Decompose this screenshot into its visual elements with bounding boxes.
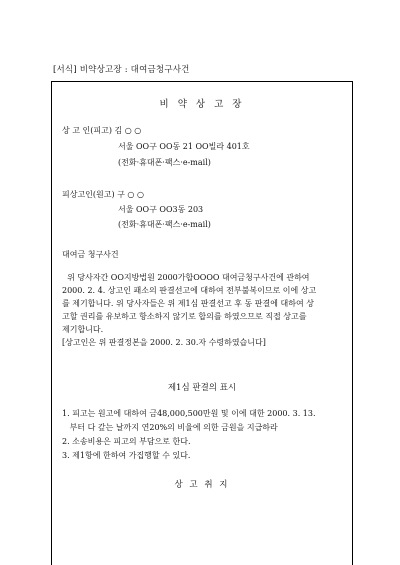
document-title: 비 약 상 고 장 <box>159 99 245 110</box>
appellant-address: 서울 OO구 OO동 21 OO빌라 401호 <box>118 142 250 151</box>
appellee-contact: (전화·휴대폰·팩스·e-mail) <box>118 220 211 229</box>
case-name: 대여금 청구사건 <box>62 250 119 259</box>
judgment-title: 제1심 판결의 표시 <box>167 383 237 393</box>
judgment-item: 1. 피고는 원고에 대하여 금48,000,500만원 및 이에 대한 2000. 3. 13. <box>62 409 316 418</box>
document-caption: [서식] 비약상고장 : 대여금청구사건 <box>53 65 190 75</box>
appellant-label: 상 고 인(피고) 김 ○ ○ <box>62 126 142 135</box>
judgment-item: 부터 다 갚는 날까지 연20%의 비율에 의한 금원을 지급하라 <box>62 423 278 432</box>
body-line: 위 당사자간 OO지방법원 2000가합OOOO 대여금청구사건에 관하여 <box>62 273 310 282</box>
body-line: 2000. 2. 4. 상고인 패소의 판결선고에 대하여 전부불복이므로 이에 상고 <box>62 286 317 295</box>
appellant-contact: (전화·휴대폰·팩스·e-mail) <box>118 158 211 167</box>
appeal-body <box>62 271 344 349</box>
appellee-address: 서울 OO구 OO3동 203 <box>118 205 204 214</box>
judgment-item: 2. 소송비용은 피고의 부담으로 한다. <box>62 437 191 446</box>
body-line: [상고인은 위 판결정본을 2000. 2. 30.자 수령하였습니다] <box>62 338 266 347</box>
body-line: 를 제기합니다. 위 당사자들은 위 제1심 판결선고 후 동 판결에 대하여 상 <box>62 299 314 308</box>
purpose-title: 상 고 취 지 <box>174 480 230 490</box>
body-line: 고할 권리를 유보하고 항소하지 않기로 합의를 하였으므로 직접 상고를 <box>62 312 307 321</box>
body-line: 제기합니다. <box>62 325 104 334</box>
judgment-item: 3. 제1항에 한하여 가집행할 수 있다. <box>62 451 191 460</box>
document-frame <box>51 81 353 565</box>
appellee-label: 피상고인(원고) 구 ○ ○ <box>62 190 144 199</box>
